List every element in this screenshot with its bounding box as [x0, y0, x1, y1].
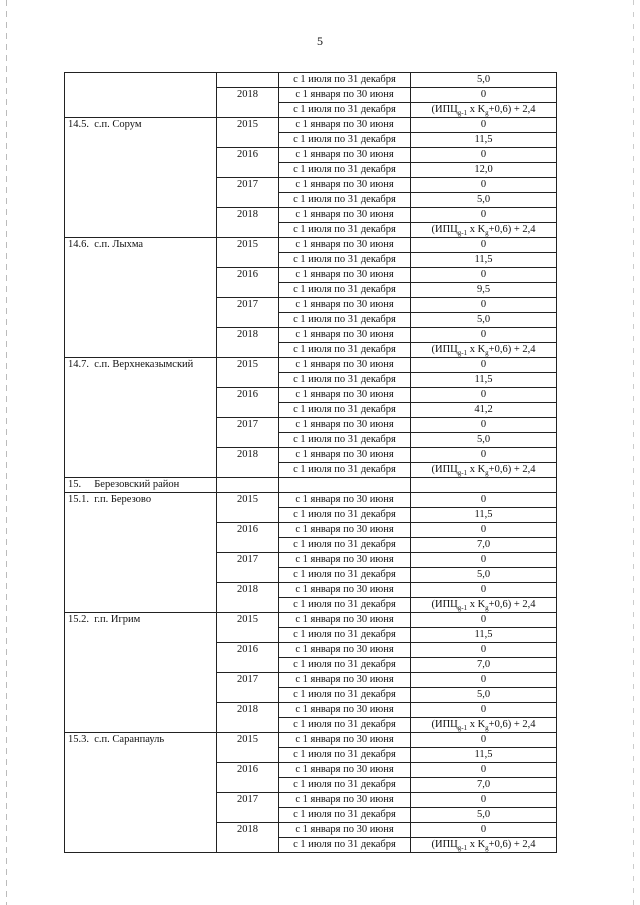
value-cell: 0 [411, 448, 557, 463]
period-cell: с 1 июля по 31 декабря [279, 808, 411, 823]
year-cell: 2015 [217, 118, 279, 148]
value-cell: 0 [411, 418, 557, 433]
value-cell: 0 [411, 238, 557, 253]
formula-part-middle: x K [467, 344, 486, 355]
period-cell: с 1 июля по 31 декабря [279, 253, 411, 268]
year-cell: 2018 [217, 448, 279, 478]
empty-cell [411, 478, 557, 493]
formula-part-sub1: g-1 [457, 469, 468, 478]
formula-part-sub2: g [485, 604, 489, 613]
year-cell: 2015 [217, 733, 279, 763]
period-cell: с 1 июля по 31 декабря [279, 538, 411, 553]
formula-part-after: +0,6) + 2,4 [488, 719, 536, 730]
year-cell: 2016 [217, 643, 279, 673]
formula-part-sub1: g-1 [457, 844, 468, 853]
period-cell: с 1 января по 30 июня [279, 583, 411, 598]
tariff-table-body [65, 73, 557, 853]
formula-part-sub1: g-1 [457, 604, 468, 613]
period-cell: с 1 июля по 31 декабря [279, 778, 411, 793]
period-cell: с 1 июля по 31 декабря [279, 73, 411, 88]
scan-edge-right [633, 0, 634, 905]
period-cell: с 1 января по 30 июня [279, 88, 411, 103]
value-cell: 5,0 [411, 193, 557, 208]
period-cell: с 1 января по 30 июня [279, 268, 411, 283]
period-cell: с 1 января по 30 июня [279, 388, 411, 403]
value-cell: 11,5 [411, 253, 557, 268]
period-cell: с 1 января по 30 июня [279, 358, 411, 373]
formula-cell [411, 598, 557, 613]
value-cell: 0 [411, 328, 557, 343]
formula-part-after: +0,6) + 2,4 [488, 104, 536, 115]
period-cell: с 1 января по 30 июня [279, 553, 411, 568]
formula-part-sub2: g [485, 844, 489, 853]
period-cell: с 1 января по 30 июня [279, 523, 411, 538]
formula-part-sub2: g [485, 229, 489, 238]
value-cell: 5,0 [411, 313, 557, 328]
year-cell: 2018 [217, 703, 279, 733]
formula-part-after: +0,6) + 2,4 [488, 464, 536, 475]
period-cell: с 1 июля по 31 декабря [279, 403, 411, 418]
value-cell: 0 [411, 703, 557, 718]
period-cell: с 1 июля по 31 декабря [279, 838, 411, 853]
value-cell: 11,5 [411, 628, 557, 643]
value-cell: 5,0 [411, 688, 557, 703]
year-cell: 2017 [217, 418, 279, 448]
period-cell: с 1 июля по 31 декабря [279, 748, 411, 763]
formula-part-middle: x K [467, 104, 486, 115]
period-cell: с 1 июля по 31 декабря [279, 598, 411, 613]
municipality-cell: 14.6. с.п. Лыхма [65, 238, 217, 358]
period-cell: с 1 июля по 31 декабря [279, 658, 411, 673]
formula-part-sub1: g-1 [457, 109, 468, 118]
page-number: 5 [317, 34, 323, 48]
table-row [65, 358, 557, 373]
formula-part-before: (ИПЦ [431, 464, 458, 475]
year-cell: 2015 [217, 358, 279, 388]
formula-part-after: +0,6) + 2,4 [488, 839, 536, 850]
formula-part-before: (ИПЦ [431, 104, 458, 115]
period-cell: с 1 января по 30 июня [279, 703, 411, 718]
formula-cell [411, 838, 557, 853]
value-cell: 0 [411, 178, 557, 193]
period-cell: с 1 июля по 31 декабря [279, 103, 411, 118]
formula-cell [411, 343, 557, 358]
period-cell: с 1 января по 30 июня [279, 208, 411, 223]
period-cell: с 1 января по 30 июня [279, 643, 411, 658]
year-cell: 2018 [217, 208, 279, 238]
formula-cell [411, 463, 557, 478]
value-cell: 0 [411, 673, 557, 688]
year-cell: 2017 [217, 298, 279, 328]
value-cell: 5,0 [411, 433, 557, 448]
period-cell: с 1 января по 30 июня [279, 178, 411, 193]
period-cell: с 1 июля по 31 декабря [279, 688, 411, 703]
period-cell: с 1 января по 30 июня [279, 673, 411, 688]
formula-part-after: +0,6) + 2,4 [488, 599, 536, 610]
year-cell [217, 73, 279, 88]
year-cell: 2017 [217, 178, 279, 208]
formula-part-sub2: g [485, 724, 489, 733]
value-cell: 11,5 [411, 508, 557, 523]
period-cell: с 1 января по 30 июня [279, 613, 411, 628]
formula-cell [411, 223, 557, 238]
formula-part-before: (ИПЦ [431, 224, 458, 235]
formula-part-before: (ИПЦ [431, 344, 458, 355]
value-cell: 9,5 [411, 283, 557, 298]
period-cell: с 1 июля по 31 декабря [279, 223, 411, 238]
period-cell: с 1 января по 30 июня [279, 763, 411, 778]
table-row [65, 238, 557, 253]
period-cell: с 1 июля по 31 декабря [279, 283, 411, 298]
year-cell: 2016 [217, 763, 279, 793]
value-cell: 7,0 [411, 538, 557, 553]
value-cell: 0 [411, 118, 557, 133]
value-cell: 7,0 [411, 778, 557, 793]
period-cell: с 1 июля по 31 декабря [279, 193, 411, 208]
value-cell: 0 [411, 298, 557, 313]
value-cell: 11,5 [411, 373, 557, 388]
value-cell: 0 [411, 358, 557, 373]
period-cell: с 1 июля по 31 декабря [279, 163, 411, 178]
value-cell: 0 [411, 553, 557, 568]
value-cell: 7,0 [411, 658, 557, 673]
period-cell: с 1 января по 30 июня [279, 238, 411, 253]
formula-part-sub2: g [485, 469, 489, 478]
period-cell: с 1 января по 30 июня [279, 118, 411, 133]
formula-part-sub2: g [485, 109, 489, 118]
table-row [65, 493, 557, 508]
formula-part-middle: x K [467, 719, 486, 730]
value-cell: 0 [411, 148, 557, 163]
year-cell: 2017 [217, 553, 279, 583]
municipality-cell: 14.7. с.п. Верхнеказымский [65, 358, 217, 478]
formula-part-before: (ИПЦ [431, 599, 458, 610]
value-cell: 0 [411, 613, 557, 628]
year-cell: 2017 [217, 793, 279, 823]
year-cell: 2016 [217, 148, 279, 178]
period-cell: с 1 июля по 31 декабря [279, 628, 411, 643]
period-cell: с 1 июля по 31 декабря [279, 343, 411, 358]
period-cell: с 1 июля по 31 декабря [279, 433, 411, 448]
formula-part-after: +0,6) + 2,4 [488, 344, 536, 355]
year-cell: 2016 [217, 523, 279, 553]
formula-part-before: (ИПЦ [431, 719, 458, 730]
period-cell: с 1 июля по 31 декабря [279, 313, 411, 328]
year-cell: 2015 [217, 493, 279, 523]
year-cell: 2015 [217, 613, 279, 643]
value-cell: 5,0 [411, 808, 557, 823]
value-cell: 0 [411, 88, 557, 103]
year-cell: 2018 [217, 823, 279, 853]
value-cell: 0 [411, 268, 557, 283]
formula-part-sub1: g-1 [457, 229, 468, 238]
municipality-cell: 15.3. с.п. Саранпауль [65, 733, 217, 853]
municipality-cell [65, 73, 217, 118]
section-row [65, 478, 557, 493]
formula-cell [411, 103, 557, 118]
value-cell: 5,0 [411, 568, 557, 583]
period-cell: с 1 июля по 31 декабря [279, 508, 411, 523]
formula-part-sub1: g-1 [457, 349, 468, 358]
value-cell: 0 [411, 763, 557, 778]
value-cell: 0 [411, 388, 557, 403]
period-cell: с 1 июля по 31 декабря [279, 133, 411, 148]
period-cell: с 1 января по 30 июня [279, 148, 411, 163]
formula-part-before: (ИПЦ [431, 839, 458, 850]
period-cell: с 1 января по 30 июня [279, 298, 411, 313]
period-cell: с 1 июля по 31 декабря [279, 568, 411, 583]
year-cell: 2018 [217, 88, 279, 118]
table-row [65, 613, 557, 628]
municipality-cell: 14.5. с.п. Сорум [65, 118, 217, 238]
period-cell: с 1 января по 30 июня [279, 418, 411, 433]
empty-cell [217, 478, 279, 493]
value-cell: 0 [411, 583, 557, 598]
year-cell: 2018 [217, 328, 279, 358]
formula-part-sub1: g-1 [457, 724, 468, 733]
year-cell: 2018 [217, 583, 279, 613]
table-row [65, 118, 557, 133]
value-cell: 0 [411, 733, 557, 748]
value-cell: 11,5 [411, 748, 557, 763]
value-cell: 12,0 [411, 163, 557, 178]
formula-cell [411, 718, 557, 733]
formula-part-after: +0,6) + 2,4 [488, 224, 536, 235]
value-cell: 0 [411, 523, 557, 538]
value-cell: 0 [411, 793, 557, 808]
period-cell: с 1 января по 30 июня [279, 493, 411, 508]
value-cell: 41,2 [411, 403, 557, 418]
period-cell: с 1 января по 30 июня [279, 733, 411, 748]
section-title: 15. Березовский район [65, 478, 217, 493]
value-cell: 5,0 [411, 73, 557, 88]
empty-cell [279, 478, 411, 493]
formula-part-middle: x K [467, 599, 486, 610]
period-cell: с 1 января по 30 июня [279, 328, 411, 343]
period-cell: с 1 января по 30 июня [279, 823, 411, 838]
year-cell: 2017 [217, 673, 279, 703]
period-cell: с 1 июля по 31 декабря [279, 718, 411, 733]
period-cell: с 1 января по 30 июня [279, 793, 411, 808]
formula-part-middle: x K [467, 839, 486, 850]
value-cell: 0 [411, 643, 557, 658]
year-cell: 2016 [217, 268, 279, 298]
scan-edge-left [6, 0, 7, 905]
formula-part-sub2: g [485, 349, 489, 358]
value-cell: 0 [411, 208, 557, 223]
formula-part-middle: x K [467, 224, 486, 235]
table-row [65, 73, 557, 88]
period-cell: с 1 июля по 31 декабря [279, 373, 411, 388]
value-cell: 0 [411, 493, 557, 508]
period-cell: с 1 января по 30 июня [279, 448, 411, 463]
value-cell: 11,5 [411, 133, 557, 148]
formula-part-middle: x K [467, 464, 486, 475]
municipality-cell: 15.1. г.п. Березово [65, 493, 217, 613]
year-cell: 2015 [217, 238, 279, 268]
table-row [65, 733, 557, 748]
tariff-table [64, 72, 557, 853]
value-cell: 0 [411, 823, 557, 838]
year-cell: 2016 [217, 388, 279, 418]
municipality-cell: 15.2. г.п. Игрим [65, 613, 217, 733]
period-cell: с 1 июля по 31 декабря [279, 463, 411, 478]
